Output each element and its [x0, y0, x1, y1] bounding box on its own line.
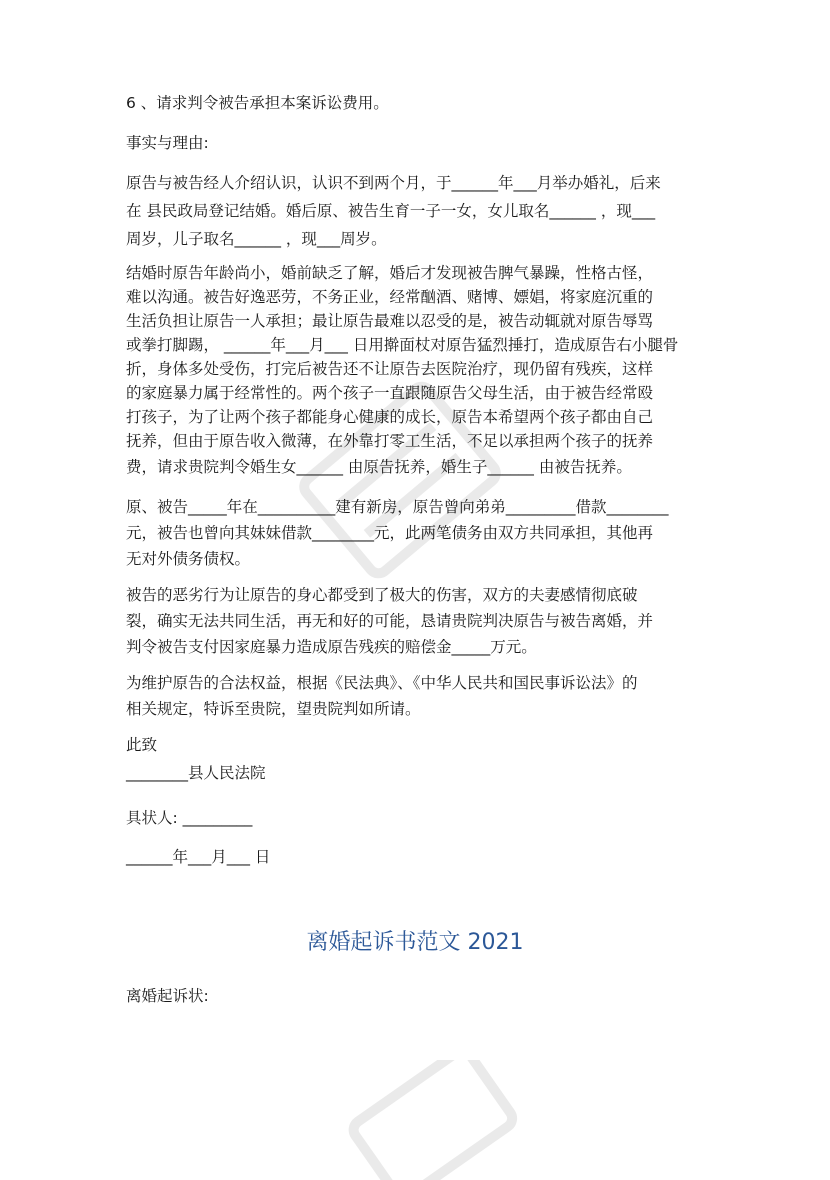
- paragraph-line: 的家庭暴力属于经常性的。两个孩子一直跟随原告父母生活，由于被告经常殴: [126, 384, 654, 402]
- paragraph-line: 周岁，儿子取名______ ，现___周岁。: [126, 230, 387, 248]
- facts-heading: 事实与理由:: [126, 134, 209, 152]
- date-line: ______年___月___ 日: [126, 848, 271, 866]
- paragraph-line: 折，身体多处受伤，打完后被告还不让原告去医院治疗，现仍留有残疾，这样: [126, 360, 654, 378]
- paragraph-line: 难以沟通。被告好逸恶劳，不务正业，经常酗酒、赌博、嫖娼，将家庭沉重的: [126, 288, 654, 306]
- watermark-logo-bottom: [330, 1060, 530, 1180]
- complaint-label: 离婚起诉状:: [126, 987, 209, 1005]
- closing-salutation: 此致: [126, 736, 158, 754]
- paragraph-line: 原告与被告经人介绍认识，认识不到两个月，于______年___月举办婚礼，后来: [126, 174, 661, 192]
- paragraph-line: 无对外债务债权。: [126, 550, 251, 568]
- paragraph-line: 结婚时原告年龄尚小，婚前缺乏了解，婚后才发现被告脾气暴躁，性格古怪，: [126, 264, 654, 282]
- paragraph-line: 或拳打脚踢， ______年___月___ 日用擀面杖对原告猛烈捶打，造成原告右小腿骨: [126, 336, 679, 354]
- paragraph-line: 原、被告_____年在__________建有新房，原告曾向弟弟_________借款________: [126, 498, 669, 516]
- paragraph-line: 相关规定，特诉至贵院，望贵院判如所请。: [126, 700, 421, 718]
- paragraph-line: 判令被告支付因家庭暴力造成原告残疾的赔偿金_____万元。: [126, 638, 537, 656]
- section-title: 离婚起诉书范文 2021: [306, 930, 524, 955]
- signer-line: 具状人: _________: [126, 809, 253, 827]
- paragraph-line: 裂，确实无法共同生活，再无和好的可能，恳请贵院判决原告与被告离婚，并: [126, 612, 654, 630]
- paragraph-line: 元，被告也曾向其妹妹借款________元，此两笔债务由双方共同承担，其他再: [126, 524, 654, 542]
- paragraph-line: 抚养，但由于原告收入微薄，在外靠打零工生活，不足以承担两个孩子的抚养: [126, 432, 654, 450]
- request-item-6: 6 、请求判令被告承担本案诉讼费用。: [126, 94, 389, 112]
- paragraph-line: 被告的恶劣行为让原告的身心都受到了极大的伤害，双方的夫妻感情彻底破: [126, 586, 638, 604]
- paragraph-line: 在 县民政局登记结婚。婚后原、被告生育一子一女，女儿取名______ ，现___: [126, 202, 656, 220]
- paragraph-line: 为维护原告的合法权益，根据《民法典》、《中华人民共和国民事诉讼法》的: [126, 674, 638, 692]
- paragraph-line: 打孩子，为了让两个孩子都能身心健康的成长，原告本希望两个孩子都由自己: [126, 408, 654, 426]
- paragraph-line: 生活负担让原告一人承担；最让原告最难以忍受的是，被告动辄就对原告辱骂: [126, 312, 654, 330]
- court-name: ________县人民法院: [126, 764, 266, 782]
- paragraph-line: 费，请求贵院判令婚生女______ 由原告抚养，婚生子______ 由被告抚养。: [126, 458, 632, 476]
